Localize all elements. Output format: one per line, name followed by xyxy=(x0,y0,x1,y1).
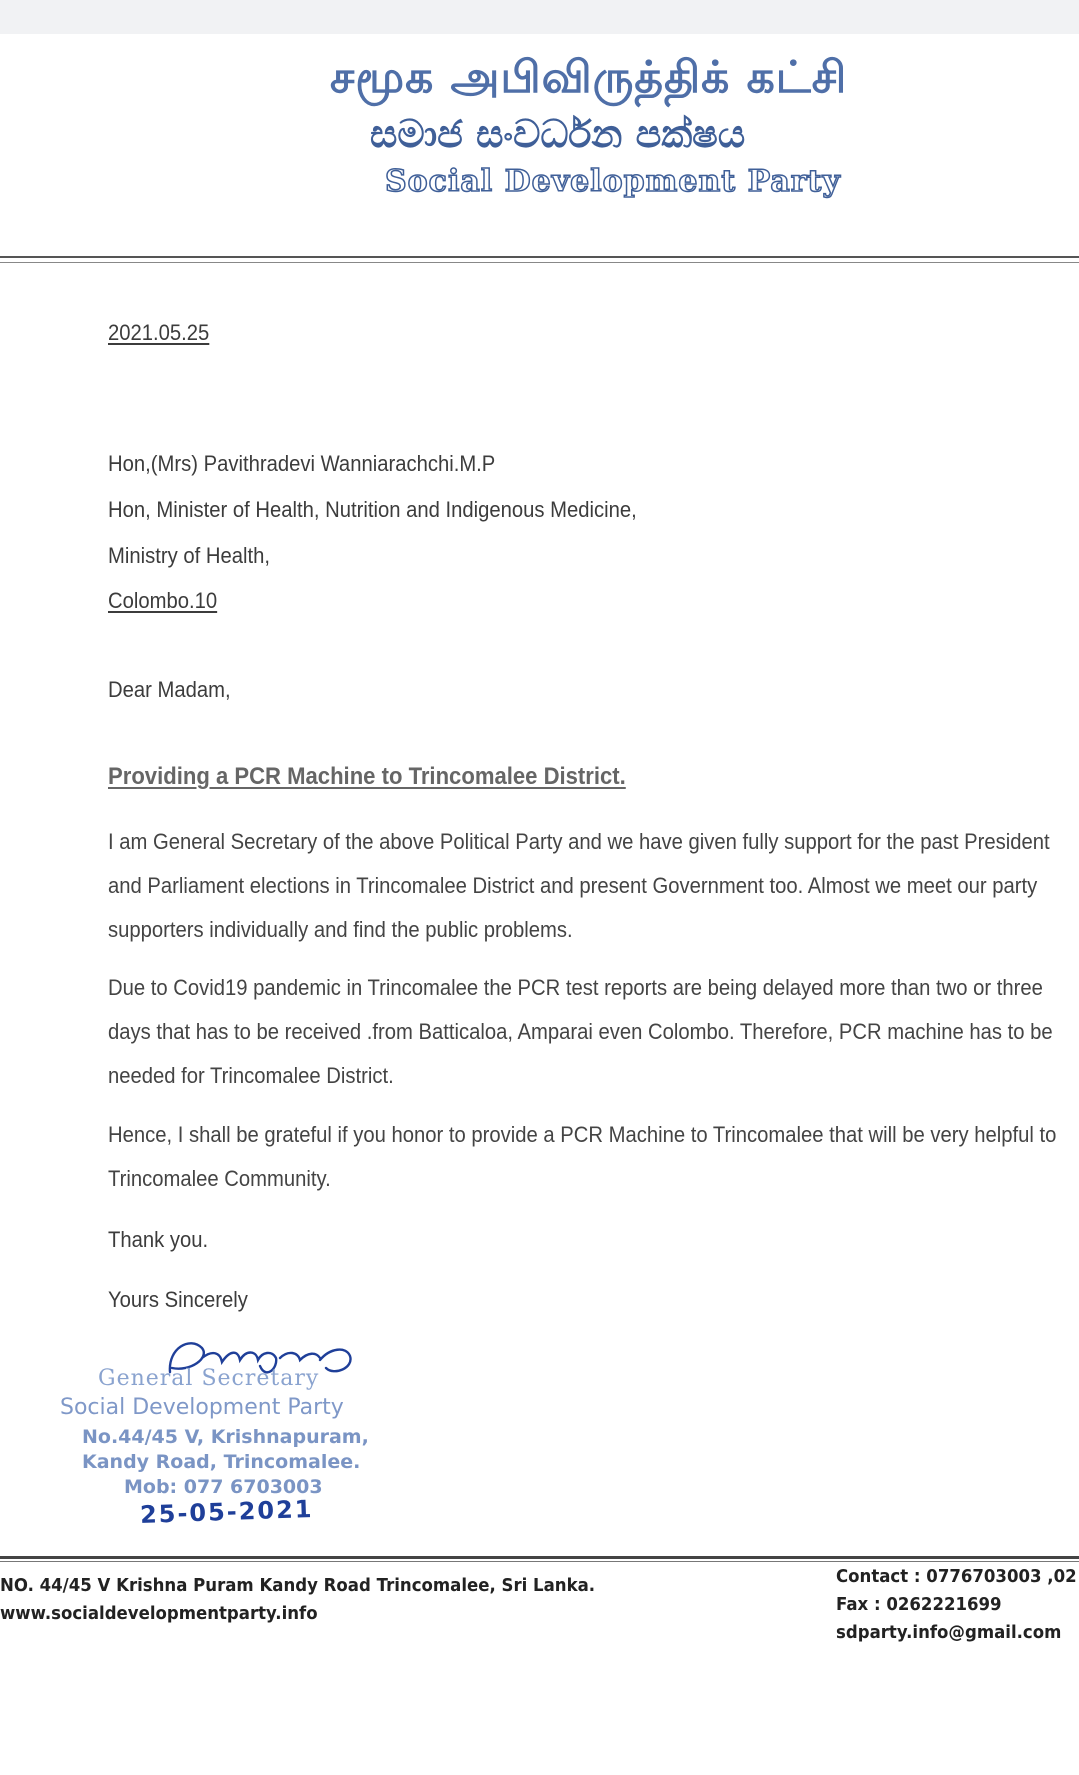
stamp-title: General Secretary xyxy=(98,1366,320,1391)
stamp-party: Social Development Party xyxy=(60,1395,344,1420)
body-line: I am General Secretary of the above Political Party and we have given fully support for the past President xyxy=(108,829,1050,854)
body-line: Trincomalee Community. xyxy=(108,1166,331,1191)
letterhead-divider xyxy=(0,256,1079,258)
recipient-ministry: Ministry of Health, xyxy=(108,543,270,568)
stamp-address-2: Kandy Road, Trincomalee. xyxy=(82,1451,361,1473)
body-line: needed for Trincomalee District. xyxy=(108,1063,394,1088)
closing-sign-off: Yours Sincerely xyxy=(108,1287,248,1312)
footer-address: NO. 44/45 V Krishna Puram Kandy Road Trincomalee, Sri Lanka. xyxy=(0,1575,596,1596)
recipient-name: Hon,(Mrs) Pavithradevi Wanniarachchi.M.P xyxy=(108,451,496,476)
footer-divider-thin xyxy=(0,1561,1079,1562)
body-line: Hence, I shall be grateful if you honor to provide a PCR Machine to Trincomalee that will be very helpful to xyxy=(108,1122,1057,1147)
signed-date: 25-05-2021 xyxy=(139,1494,314,1530)
recipient-title: Hon, Minister of Health, Nutrition and Indigenous Medicine, xyxy=(108,497,637,522)
footer-website: www.socialdevelopmentparty.info xyxy=(0,1603,318,1624)
footer-fax: Fax : 0262221699 xyxy=(836,1594,1002,1615)
footer-email: sdparty.info@gmail.com xyxy=(836,1622,1062,1643)
letterhead-sinhala-name: සමාජ සංවර්ධන පක්ෂය xyxy=(370,112,746,156)
letterhead-tamil-name: சமூக அபிவிருத்திக் கட்சி xyxy=(330,52,848,103)
recipient-city: Colombo.10 xyxy=(108,588,218,613)
stamp-mobile: Mob: 077 6703003 xyxy=(124,1476,323,1498)
footer-divider xyxy=(0,1556,1079,1559)
stamp-address-1: No.44/45 V, Krishnapuram, xyxy=(82,1426,369,1448)
body-paragraph-2 xyxy=(108,966,1053,1098)
letterhead-divider-thin xyxy=(0,262,1079,263)
body-line: days that has to be received .from Batticaloa, Amparai even Colombo. Therefore, PCR machine has to be xyxy=(108,1019,1053,1044)
body-line: supporters individually and find the public problems. xyxy=(108,917,573,942)
closing-thanks: Thank you. xyxy=(108,1227,209,1252)
letter-date: 2021.05.25 xyxy=(108,320,210,345)
footer-contact: Contact : 0776703003 ,02 xyxy=(836,1566,1077,1587)
body-line: Due to Covid19 pandemic in Trincomalee the PCR test reports are being delayed more than two or three xyxy=(108,975,1043,1000)
body-paragraph-1 xyxy=(108,820,1050,952)
body-line: and Parliament elections in Trincomalee District and present Government too. Almost we meet our party xyxy=(108,873,1038,898)
body-paragraph-3 xyxy=(108,1113,1056,1201)
top-band xyxy=(0,0,1079,34)
salutation: Dear Madam, xyxy=(108,677,231,702)
subject-line: Providing a PCR Machine to Trincomalee District. xyxy=(108,763,626,790)
letterhead-english-name: Social Development Party xyxy=(385,164,841,199)
